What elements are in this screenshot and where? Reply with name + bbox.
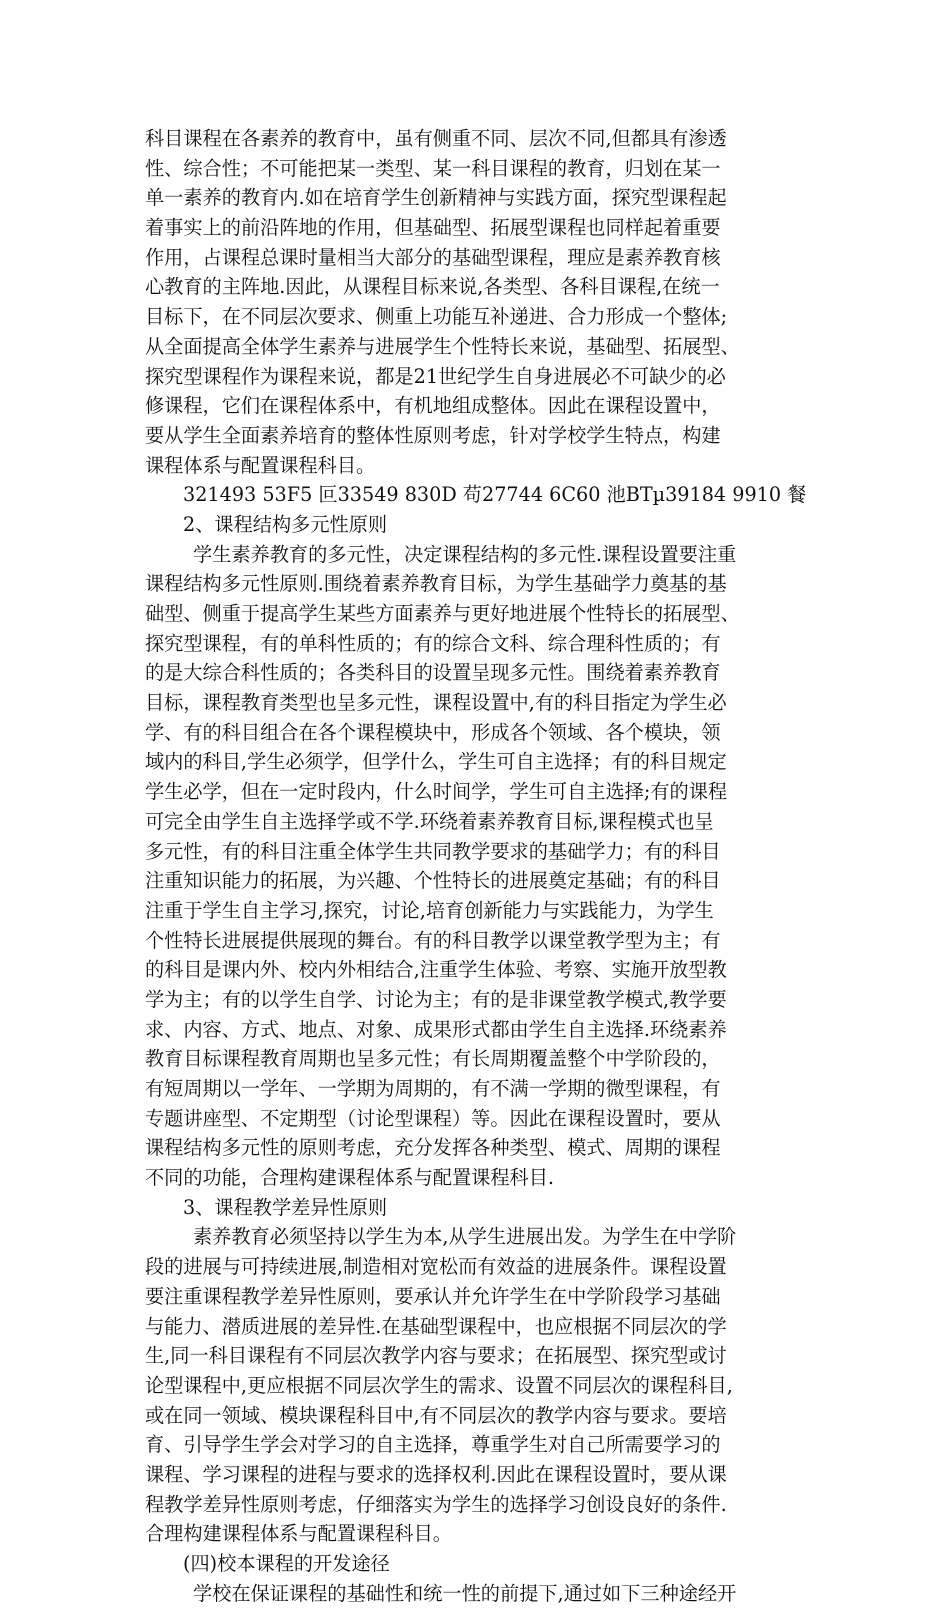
text-line: 个性特长进展提供展现的舞台。有的科目教学以课堂教学型为主；有 [145,928,721,952]
text-line: 的科目是课内外、校内外相结合,注重学生体验、考察、实施开放型教 [145,958,727,982]
section-line: 2、课程结构多元性原则 [183,512,388,536]
text-line: 学校在保证课程的基础性和统一性的前提下,通过如下三种途经开 [193,1581,737,1605]
text-line: 课程结构多元性的原则考虑，充分发挥各种类型、模式、周期的课程 [145,1136,721,1160]
text-line: 注重于学生自主学习,探究，讨论,培育创新能力与实践能力，为学生 [145,898,714,922]
text-line: 注重知识能力的拓展，为兴趣、个性特长的进展奠定基础；有的科目 [145,869,721,893]
text-line: 或在同一领域、模块课程科目中,有不同层次的教学内容与要求。要培 [145,1403,727,1427]
text-line: 课程、学习课程的进程与要求的选择权利.因此在课程设置时，要从课 [145,1462,727,1486]
text-line: 从全面提高全体学生素养与进展学生个性特长来说，基础型、拓展型、 [145,334,740,358]
text-line: 目标，课程教育类型也呈多元性，课程设置中,有的科目指定为学生必 [145,691,727,715]
text-line: 要从学生全面素养培育的整体性原则考虑，针对学校学生特点，构建 [145,423,721,447]
text-line: 要注重课程教学差异性原则，要承认并允许学生在中学阶段学习基础 [145,1284,721,1308]
text-line: 目标下，在不同层次要求、侧重上功能互补递进、合力形成一个整体; [145,305,728,329]
text-line: 多元性，有的科目注重全体学生共同教学要求的基础学力；有的科目 [145,839,721,863]
text-line: 不同的功能，合理构建课程体系与配置课程科目. [145,1166,555,1190]
text-line: 单一素养的教育内.如在培育学生创新精神与实践方面，探究型课程起 [145,186,727,210]
text-line: 着事实上的前沿阵地的作用，但基础型、拓展型课程也同样起着重要 [145,216,721,240]
text-line: 合理构建课程体系与配置课程科目。 [145,1522,452,1546]
text-line: 学为主；有的以学生自学、讨论为主；有的是非课堂教学模式,教学要 [145,987,727,1011]
text-line: 的是大综合科性质的；各类科目的设置呈现多元性。围绕着素养教育 [145,661,721,685]
text-line: 生,同一科目课程有不同层次教学内容与要求；在拓展型、探究型或讨 [145,1344,727,1368]
document-body [145,124,810,1608]
text-line: 学、有的科目组合在各个课程模块中，形成各个领域、各个模块，领 [145,720,721,744]
text-line: 探究型课程作为课程来说，都是21世纪学生自身进展必不可缺少的必 [145,364,726,388]
text-line: 域内的科目,学生必须学，但学什么，学生可自主选择；有的科目规定 [145,750,727,774]
text-line: 程教学差异性原则考虑，仔细落实为学生的选择学习创设良好的条件. [145,1492,727,1516]
text-line: 心教育的主阵地.因此，从课程目标来说,各类型、各科目课程,在统一 [145,275,720,299]
text-line: 段的进展与可持续进展,制造相对宽松而有效益的进展条件。课程设置 [145,1255,727,1279]
text-line: 有短周期以一学年、一学期为周期的，有不满一学期的微型课程，有 [145,1077,721,1100]
text-line: 作用，占课程总课时量相当大部分的基础型课程，理应是素养教育核 [145,245,721,269]
text-line: 学生素养教育的多元性，决定课程结构的多元性.课程设置要注重 [193,542,737,566]
text-line: 可完全由学生自主选择学或不学.环绕着素养教育目标,课程模式也呈 [145,809,714,833]
text-line: 修课程，它们在课程体系中，有机地组成整体。因此在课程设置中， [145,394,721,418]
text-line: 育、引导学生学会对学习的自主选择，尊重学生对自己所需要学习的 [145,1433,721,1457]
text-line: 与能力、潜质进展的差异性.在基础型课程中，也应根据不同层次的学 [145,1314,727,1338]
section-line: (四)校本课程的开发途径 [183,1552,390,1575]
text-line: 科目课程在各素养的教育中，虽有侧重不同、层次不同,但都具有渗透 [145,127,727,150]
text-line: 教育目标课程教育周期也呈多元性；有长周期覆盖整个中学阶段的， [145,1047,721,1071]
text-line: 求、内容、方式、地点、对象、成果形式都由学生自主选择.环绕素养 [145,1017,727,1041]
text-line: 学生必学，但在一定时段内，什么时间学，学生可自主选择;有的课程 [145,780,728,804]
text-line: 专题讲座型、不定期型（讨论型课程）等。因此在课程设置时，要从 [145,1106,721,1130]
text-line: 课程体系与配置课程科目。 [145,453,376,477]
text-line: 论型课程中,更应根据不同层次学生的需求、设置不同层次的课程科目, [145,1373,733,1397]
text-line: 课程结构多元性原则.围绕着素养教育目标，为学生基础学力奠基的基 [145,572,727,596]
section-line: 3、课程教学差异性原则 [183,1195,388,1219]
text-line: 探究型课程，有的单科性质的；有的综合文科、综合理科性质的；有 [145,631,721,655]
section-line: 321493 53F5 叵33549 830D 苟27744 6C60 池BTµ39184 9910 餐 [183,483,807,507]
text-line: 素养教育必须坚持以学生为本,从学生进展出发。为学生在中学阶 [193,1225,737,1249]
text-line: 性、综合性；不可能把某一类型、某一科目课程的教育，归划在某一 [145,156,721,180]
text-line: 础型、侧重于提高学生某些方面素养与更好地进展个性特长的拓展型、 [145,602,740,625]
